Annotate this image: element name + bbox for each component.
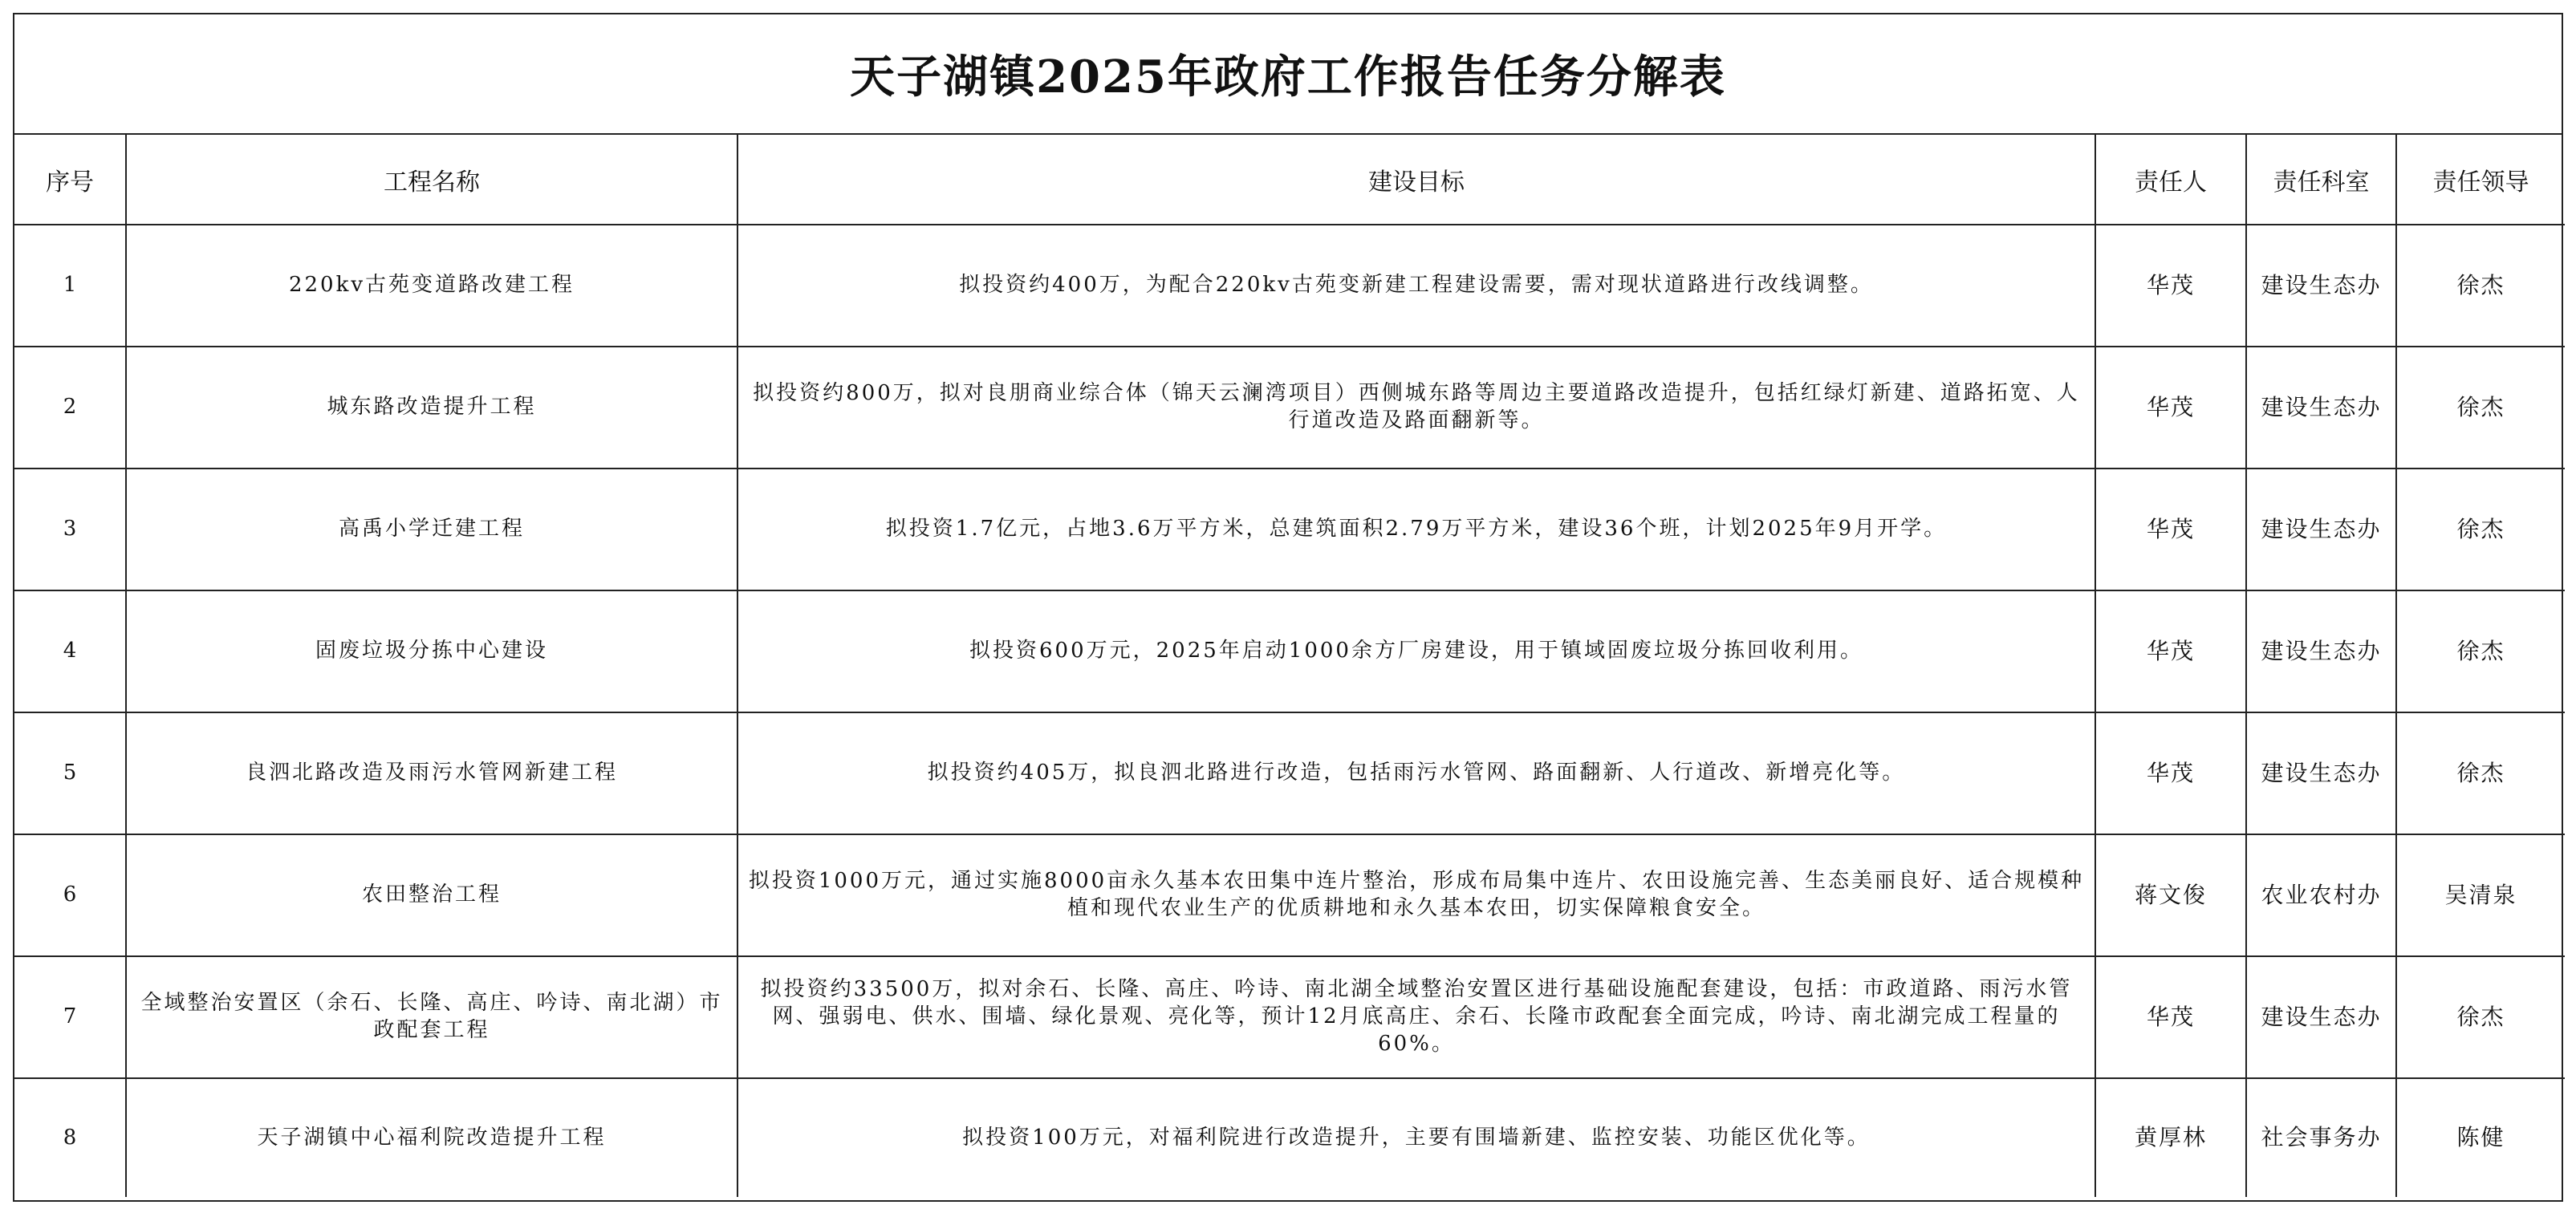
table-body [14, 225, 2565, 1197]
cell-no: 6 [14, 834, 126, 956]
table-row [14, 225, 2565, 347]
table-row [14, 1078, 2565, 1197]
cell-goal: 拟投资约405万，拟良泗北路进行改造，包括雨污水管网、路面翻新、人行道改、新增亮化等。 [737, 712, 2095, 834]
cell-no: 4 [14, 590, 126, 712]
cell-dept: 建设生态办 [2246, 956, 2396, 1078]
cell-name: 天子湖镇中心福利院改造提升工程 [126, 1078, 737, 1197]
cell-no: 2 [14, 347, 126, 469]
table-row [14, 469, 2565, 590]
task-table [14, 135, 2565, 1197]
cell-lead: 徐杰 [2396, 712, 2565, 834]
title-row [14, 14, 2562, 135]
column-header-no: 序号 [14, 135, 126, 225]
cell-person: 蒋文俊 [2095, 834, 2246, 956]
cell-name: 固废垃圾分拣中心建设 [126, 590, 737, 712]
cell-goal: 拟投资100万元，对福利院进行改造提升，主要有围墙新建、监控安装、功能区优化等。 [737, 1078, 2095, 1197]
cell-goal: 拟投资约33500万，拟对余石、长隆、高庄、吟诗、南北湖全域整治安置区进行基础设施配套建设，包括：市政道路、雨污水管网、强弱电、供水、围墙、绿化景观、亮化等，预计12月底高庄、余石、长隆市政配套全面完成，吟诗、南北湖完成工程量的60%。 [737, 956, 2095, 1078]
cell-no: 8 [14, 1078, 126, 1197]
cell-dept: 建设生态办 [2246, 347, 2396, 469]
table-row [14, 712, 2565, 834]
cell-no: 5 [14, 712, 126, 834]
cell-goal: 拟投资1000万元，通过实施8000亩永久基本农田集中连片整治，形成布局集中连片、农田设施完善、生态美丽良好、适合规模种植和现代农业生产的优质耕地和永久基本农田，切实保障粮食安全。 [737, 834, 2095, 956]
column-header-lead: 责任领导 [2396, 135, 2565, 225]
table-header-row [14, 135, 2565, 225]
cell-person: 华茂 [2095, 469, 2246, 590]
cell-goal: 拟投资600万元，2025年启动1000余方厂房建设，用于镇域固废垃圾分拣回收利用。 [737, 590, 2095, 712]
cell-name: 高禹小学迁建工程 [126, 469, 737, 590]
cell-dept: 社会事务办 [2246, 1078, 2396, 1197]
cell-person: 华茂 [2095, 956, 2246, 1078]
cell-name: 农田整治工程 [126, 834, 737, 956]
cell-name: 全域整治安置区（余石、长隆、高庄、吟诗、南北湖）市政配套工程 [126, 956, 737, 1078]
cell-lead: 陈健 [2456, 1124, 2505, 1151]
cell-lead: 徐杰 [2396, 590, 2565, 712]
table-row [14, 590, 2565, 712]
cell-name: 220kv古苑变道路改建工程 [126, 225, 737, 347]
cell-dept: 农业农村办 [2246, 834, 2396, 956]
cell-goal: 拟投资约800万，拟对良朋商业综合体（锦天云澜湾项目）西侧城东路等周边主要道路改造提升，包括红绿灯新建、道路拓宽、人行道改造及路面翻新等。 [737, 347, 2095, 469]
cell-person: 黄厚林 [2095, 1078, 2246, 1197]
cell-dept: 建设生态办 [2246, 712, 2396, 834]
cell-goal: 拟投资约400万，为配合220kv古苑变新建工程建设需要，需对现状道路进行改线调整。 [737, 225, 2095, 347]
cell-name: 城东路改造提升工程 [126, 347, 737, 469]
cell-lead: 徐杰 [2396, 225, 2565, 347]
table-row [14, 834, 2565, 956]
cell-dept: 建设生态办 [2246, 469, 2396, 590]
cell-person: 华茂 [2095, 225, 2246, 347]
task-breakdown-sheet [13, 13, 2563, 1202]
page-title: 天子湖镇2025年政府工作报告任务分解表 [850, 51, 1726, 103]
table-row [14, 347, 2565, 469]
cell-person: 华茂 [2095, 590, 2246, 712]
column-header-goal: 建设目标 [737, 135, 2095, 225]
cell-name: 良泗北路改造及雨污水管网新建工程 [126, 712, 737, 834]
column-header-name: 工程名称 [126, 135, 737, 225]
column-header-person: 责任人 [2095, 135, 2246, 225]
cell-person: 华茂 [2095, 347, 2246, 469]
cell-dept: 建设生态办 [2246, 225, 2396, 347]
cell-lead: 徐杰 [2396, 469, 2565, 590]
cell-lead: 徐杰 [2396, 956, 2565, 1078]
cell-lead: 吴清泉 [2396, 834, 2565, 956]
table-row [14, 956, 2565, 1078]
cell-no: 3 [14, 469, 126, 590]
cell-lead: 徐杰 [2396, 347, 2565, 469]
cell-dept: 建设生态办 [2246, 590, 2396, 712]
column-header-dept: 责任科室 [2246, 135, 2396, 225]
cell-person: 华茂 [2095, 712, 2246, 834]
cell-no: 1 [14, 225, 126, 347]
cell-goal: 拟投资1.7亿元，占地3.6万平方米，总建筑面积2.79万平方米，建设36个班，计划2025年9月开学。 [737, 469, 2095, 590]
cell-no: 7 [14, 956, 126, 1078]
